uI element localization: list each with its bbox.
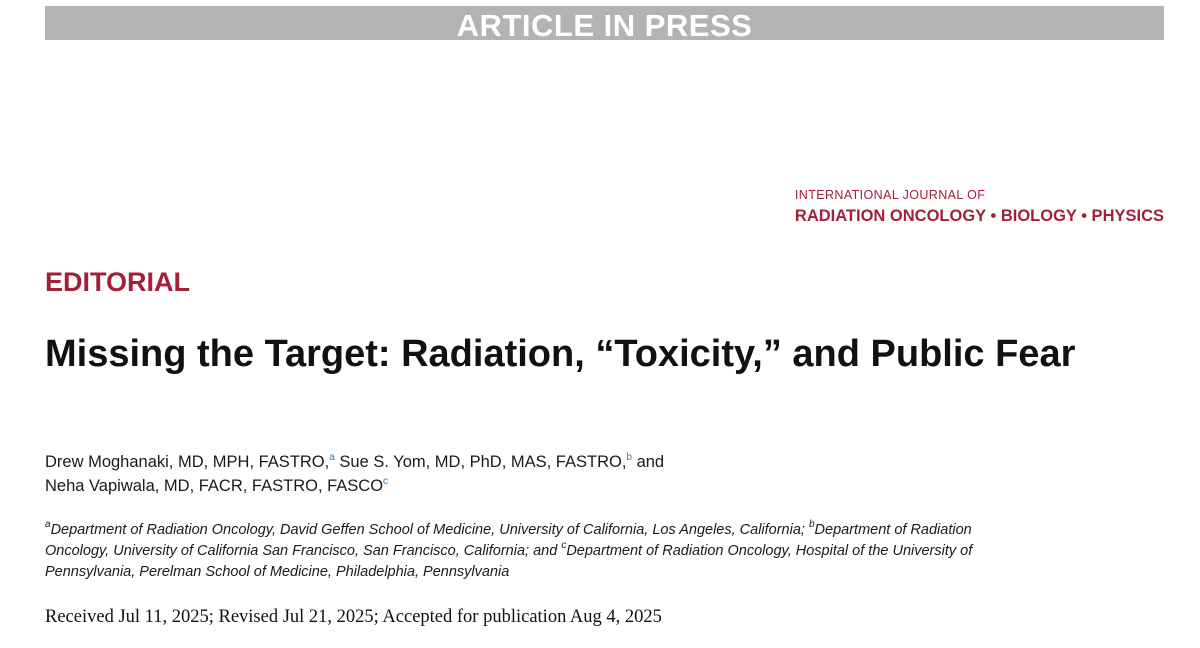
journal-name-line1: INTERNATIONAL JOURNAL OF [794,188,986,202]
article-title: Missing the Target: Radiation, “Toxicity,” and Public Fear [45,333,1076,375]
journal-header [795,187,1164,227]
author-name: Drew Moghanaki, MD, MPH, FASTRO, [45,453,330,471]
affiliation-marker: a [45,519,51,530]
author-list [45,450,664,498]
article-in-press-banner [45,6,1164,40]
affiliation-text: Department of Radiation Oncology, University of California San Francisco, San Francisco, California; and [45,522,972,559]
author-conjunction: and [636,453,665,471]
affiliation-text: Department of Radiation Oncology, David Geffen School of Medicine, University of California, Los Angeles, California; [50,522,805,538]
affiliation-marker: b [808,519,815,530]
author-name: Sue S. Yom, MD, PhD, MAS, FASTRO, [339,453,627,471]
author-affiliation-marker: a [329,452,335,463]
author-affiliation-marker: c [383,476,389,487]
journal-name-line2: RADIATION ONCOLOGY • BIOLOGY • PHYSICS [794,207,1164,225]
publication-history: Received Jul 11, 2025; Revised Jul 21, 2025; Accepted for publication Aug 4, 2025 [45,607,662,627]
affiliations [45,520,1005,583]
banner-text: ARTICLE IN PRESS [456,8,753,40]
article-type-label: EDITORIAL [45,267,191,297]
affiliation-text: Department of Radiation Oncology, Hospital of the University of Pennsylvania, Perelman School of Medicine, Philadelphia, Pennsylvania [45,543,973,580]
author-affiliation-marker: b [626,452,632,463]
affiliation-marker: c [561,540,567,551]
author-name: Neha Vapiwala, MD, FACR, FASTRO, FASCO [45,477,384,495]
